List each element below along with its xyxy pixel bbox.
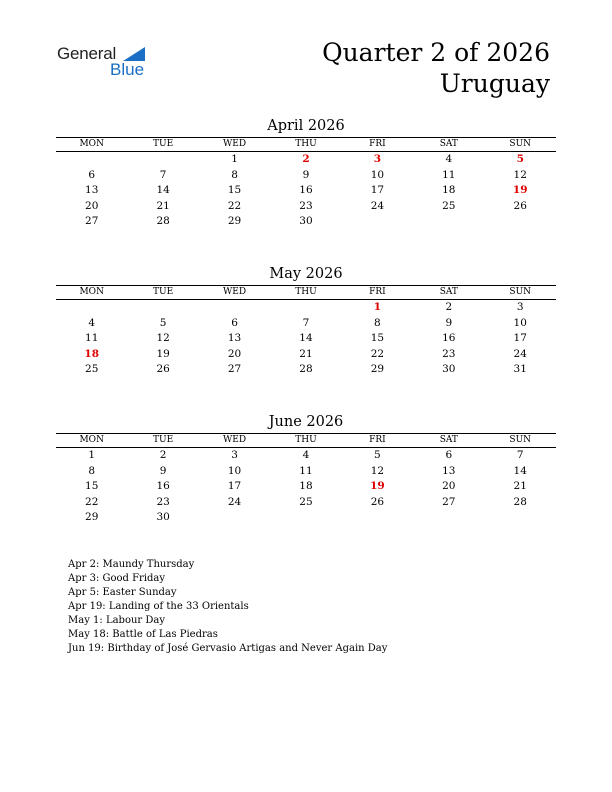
day-cell: 11	[85, 332, 99, 344]
weekday-label: MON	[79, 435, 104, 445]
logo-text-blue: Blue	[110, 60, 145, 79]
weekday-label: TUE	[153, 435, 174, 445]
day-cell: 30	[442, 363, 456, 375]
day-cell: 20	[85, 199, 99, 212]
day-cell: 7	[516, 449, 524, 461]
day-cell: 16	[442, 332, 456, 344]
weekday-label: TUE	[153, 139, 174, 149]
day-cell: 26	[370, 495, 385, 508]
day-cell: 13	[85, 184, 99, 196]
day-cell: 3	[373, 153, 382, 165]
day-cell: 15	[370, 332, 385, 344]
weekday-header	[56, 433, 556, 448]
month-calendar	[56, 412, 556, 526]
day-cell: 5	[159, 316, 167, 329]
day-cell: 8	[88, 464, 96, 477]
day-cell: 25	[442, 199, 456, 212]
weekday-label: FRI	[369, 287, 386, 297]
day-cell: 14	[156, 184, 170, 196]
day-cell: 1	[88, 449, 96, 461]
week-row	[56, 199, 556, 215]
day-cell: 19	[370, 480, 385, 492]
day-cell: 5	[516, 153, 524, 165]
weekday-label: MON	[79, 287, 104, 297]
day-cell: 12	[513, 168, 527, 181]
day-cell: 18	[84, 347, 100, 360]
day-cell: 21	[513, 480, 527, 492]
weekday-label: FRI	[369, 435, 386, 445]
day-cell: 4	[445, 153, 453, 165]
day-cell: 2	[445, 301, 453, 313]
day-cell: 24	[227, 495, 242, 508]
day-cell	[56, 152, 127, 168]
day-cell	[127, 300, 198, 316]
week-row	[56, 214, 556, 230]
day-cell: 13	[227, 332, 242, 344]
day-cell: 17	[370, 184, 385, 196]
day-cell: 6	[88, 168, 96, 181]
day-cell: 26	[513, 199, 527, 212]
month-title: April 2026	[267, 118, 345, 134]
day-cell: 5	[374, 449, 381, 461]
holiday-list	[68, 558, 387, 656]
day-cell: 22	[85, 495, 99, 508]
day-cell: 4	[302, 449, 310, 461]
day-cell	[270, 510, 341, 526]
day-cell: 29	[85, 511, 99, 523]
holiday-item: May 18: Battle of Las Piedras	[68, 629, 218, 640]
day-cell: 29	[370, 363, 385, 375]
day-cell: 7	[302, 316, 310, 329]
weekday-label: THU	[295, 139, 317, 149]
day-cell: 23	[442, 347, 456, 360]
weekday-label: THU	[295, 287, 317, 297]
day-cell: 6	[231, 316, 238, 329]
weekday-label: SUN	[509, 139, 532, 149]
day-cell: 16	[299, 184, 313, 196]
weekday-label: SUN	[509, 435, 532, 445]
day-cell: 30	[156, 511, 170, 523]
day-cell	[485, 214, 556, 230]
day-cell: 12	[156, 332, 170, 344]
weekday-label: SAT	[439, 435, 458, 445]
day-cell: 3	[231, 449, 238, 461]
weekday-header	[56, 137, 556, 152]
weekday-label: WED	[223, 287, 247, 297]
day-cell: 28	[513, 495, 527, 508]
day-cell: 22	[370, 347, 385, 360]
day-cell	[413, 214, 484, 230]
day-cell	[342, 510, 413, 526]
title-quarter: Quarter 2 of 2026	[322, 38, 550, 67]
day-cell: 30	[299, 215, 313, 227]
day-cell: 27	[442, 495, 456, 508]
day-cell: 13	[442, 464, 456, 477]
day-cell: 14	[513, 464, 527, 477]
week-row	[56, 168, 556, 184]
day-cell: 12	[370, 464, 385, 477]
holiday-item: Apr 19: Landing of the 33 Orientals	[68, 601, 249, 612]
week-row	[56, 152, 556, 168]
day-cell: 10	[370, 168, 385, 181]
weekday-label: WED	[223, 435, 247, 445]
day-cell: 21	[156, 199, 170, 212]
day-cell: 1	[373, 301, 382, 313]
day-cell	[413, 510, 484, 526]
week-row	[56, 300, 556, 316]
logo-text-general: General	[57, 44, 117, 63]
day-cell	[270, 300, 341, 316]
day-cell: 1	[231, 153, 238, 165]
day-cell: 20	[227, 347, 242, 360]
day-cell: 10	[227, 464, 242, 477]
weekday-header	[56, 285, 556, 300]
day-cell: 20	[442, 480, 456, 492]
weekday-label: SAT	[439, 287, 458, 297]
month-calendar	[56, 116, 556, 230]
generalblue-logo	[57, 44, 157, 84]
logo-triangle-icon	[123, 47, 145, 61]
week-row	[56, 479, 556, 495]
weekday-label: FRI	[369, 139, 386, 149]
month-calendar	[56, 264, 556, 378]
day-cell: 29	[227, 215, 242, 227]
day-cell	[342, 214, 413, 230]
day-cell: 28	[156, 215, 170, 227]
day-cell: 23	[299, 199, 313, 212]
day-cell: 23	[156, 495, 170, 508]
day-cell: 24	[370, 199, 385, 212]
day-cell: 8	[374, 316, 381, 329]
day-cell: 17	[227, 480, 242, 492]
day-cell: 27	[85, 215, 99, 227]
week-row	[56, 183, 556, 199]
day-cell: 24	[513, 347, 527, 360]
day-cell: 2	[302, 153, 310, 165]
day-cell: 4	[88, 316, 96, 329]
day-cell: 10	[513, 316, 527, 329]
holiday-item: Apr 5: Easter Sunday	[68, 587, 177, 598]
day-cell: 15	[227, 184, 242, 196]
day-cell: 25	[299, 495, 313, 508]
title-country: Uruguay	[439, 69, 550, 98]
week-row	[56, 464, 556, 480]
day-cell: 21	[299, 347, 313, 360]
week-row	[56, 347, 556, 363]
day-cell: 9	[159, 464, 167, 477]
day-cell: 18	[442, 184, 456, 196]
day-cell	[199, 510, 270, 526]
week-row	[56, 362, 556, 378]
day-cell: 8	[231, 168, 238, 181]
day-cell: 25	[85, 363, 99, 375]
month-title: May 2026	[269, 266, 343, 282]
weekday-label: SUN	[509, 287, 532, 297]
day-cell: 9	[445, 316, 453, 329]
day-cell: 6	[445, 449, 453, 461]
day-cell: 7	[159, 168, 167, 181]
day-cell: 27	[227, 363, 242, 375]
weekday-label: SAT	[439, 139, 458, 149]
day-cell: 26	[156, 363, 170, 375]
day-cell: 18	[299, 480, 313, 492]
day-cell: 19	[512, 184, 528, 196]
week-row	[56, 495, 556, 511]
week-row	[56, 316, 556, 332]
day-cell: 19	[156, 347, 170, 360]
day-cell: 17	[513, 332, 527, 344]
day-cell	[199, 300, 270, 316]
week-row	[56, 331, 556, 347]
month-title: June 2026	[268, 414, 344, 430]
day-cell: 2	[159, 449, 167, 461]
holiday-item: Jun 19: Birthday of José Gervasio Artigas and Never Again Day	[68, 643, 388, 654]
holiday-item: Apr 3: Good Friday	[68, 573, 166, 584]
weekday-label: THU	[295, 435, 317, 445]
day-cell: 11	[299, 464, 313, 477]
day-cell: 9	[302, 168, 310, 181]
day-cell: 22	[227, 199, 242, 212]
day-cell: 15	[85, 480, 99, 492]
week-row	[56, 510, 556, 526]
weekday-label: TUE	[153, 287, 174, 297]
holiday-item: Apr 2: Maundy Thursday	[68, 559, 195, 570]
day-cell	[56, 300, 127, 316]
day-cell: 11	[442, 168, 456, 181]
page-title	[322, 37, 550, 99]
day-cell: 28	[299, 363, 313, 375]
day-cell	[127, 152, 198, 168]
day-cell	[485, 510, 556, 526]
weekday-label: MON	[79, 139, 104, 149]
day-cell: 14	[299, 332, 313, 344]
day-cell: 16	[156, 480, 170, 492]
weekday-label: WED	[223, 139, 247, 149]
holiday-item: May 1: Labour Day	[68, 615, 165, 626]
day-cell: 31	[513, 363, 527, 375]
day-cell: 3	[516, 301, 524, 313]
week-row	[56, 448, 556, 464]
